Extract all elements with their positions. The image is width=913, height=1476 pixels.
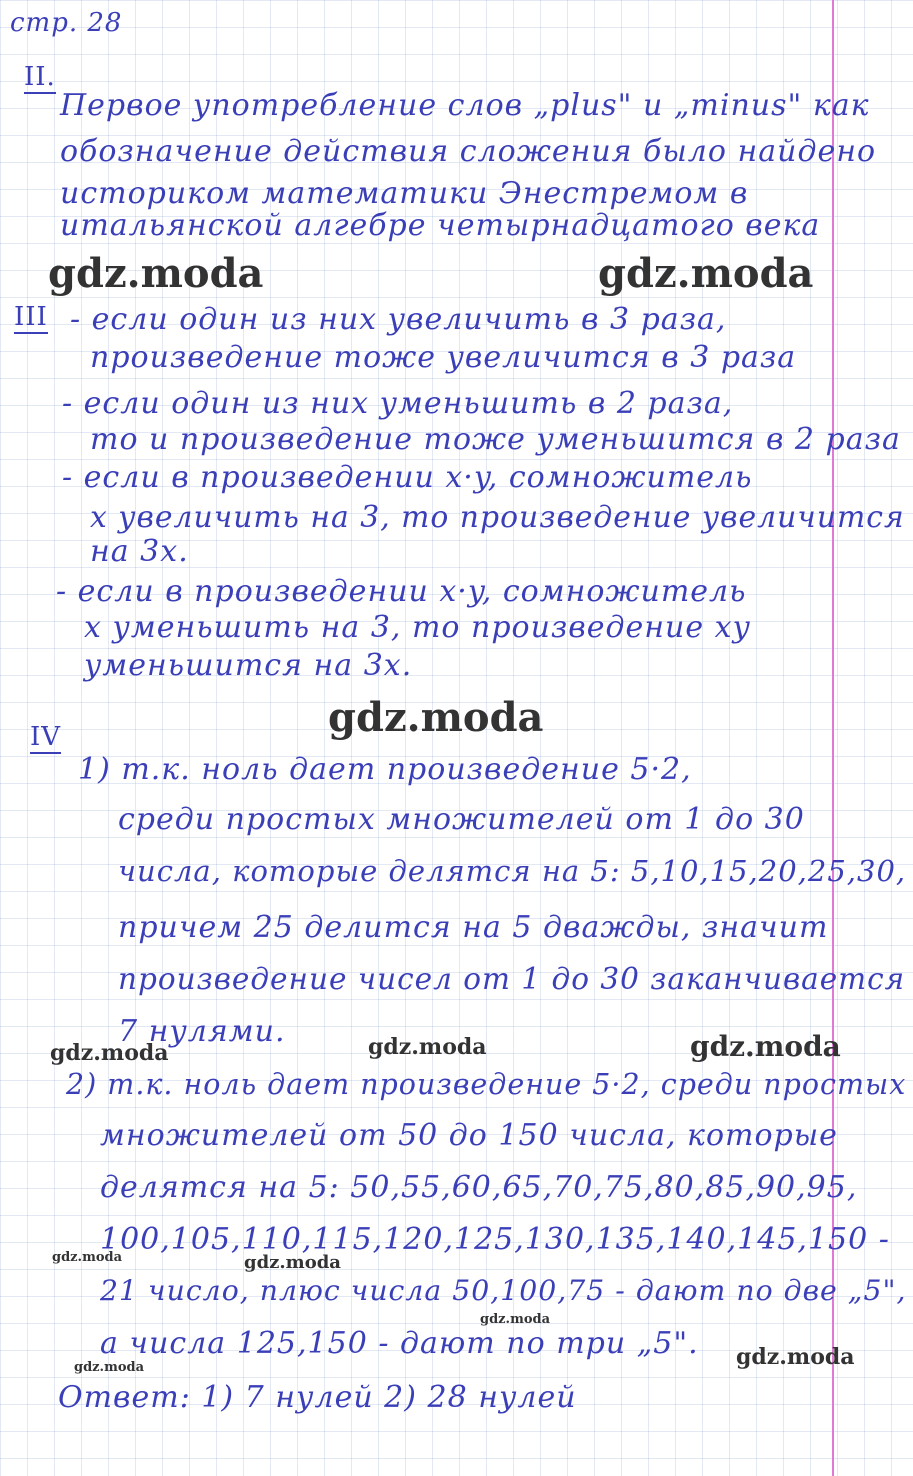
s3-line-10: уменьшится на 3x. <box>84 648 413 683</box>
s4-line-6: 7 нулями. <box>118 1014 286 1049</box>
s4-line-3: числа, которые делятся на 5: 5,10,15,20,25,30, <box>118 854 907 888</box>
watermark: gdz.moda <box>690 1030 841 1063</box>
page-reference: стр. 28 <box>10 8 123 38</box>
watermark: gdz.moda <box>598 250 814 297</box>
s3-line-4: то и произведение тоже уменьшится в 2 раза <box>90 422 901 457</box>
watermark: gdz.moda <box>368 1034 487 1060</box>
s4-line-7: 2) т.к. ноль дает произведение 5·2, среди простых <box>66 1068 907 1101</box>
watermark: gdz.moda <box>48 250 264 297</box>
s4-line-2: среди простых множителей от 1 до 30 <box>118 802 805 837</box>
s2-line-1: Первое употребление слов „plus" и „minus" как <box>60 88 870 123</box>
section-marker-2: II. <box>24 62 56 92</box>
watermark: gdz.moda <box>736 1344 855 1370</box>
watermark: gdz.moda <box>480 1312 551 1327</box>
s3-line-6: x увеличить на 3, то произведение увеличится <box>90 500 905 535</box>
s4-line-10: 100,105,110,115,120,125,130,135,140,145,150 - <box>100 1222 890 1257</box>
s3-line-1: - если один из них увеличить в 3 раза, <box>70 302 727 337</box>
section-marker-4: IV <box>30 722 62 752</box>
watermark: gdz.moda <box>244 1252 341 1273</box>
watermark: gdz.moda <box>52 1250 123 1265</box>
s4-line-5: произведение чисел от 1 до 30 заканчивается <box>118 962 906 996</box>
section-marker-3: III <box>14 302 48 332</box>
s4-line-1: 1) т.к. ноль дает произведение 5·2, <box>78 752 692 787</box>
s4-line-4: причем 25 делится на 5 дважды, значит <box>118 910 829 945</box>
s3-line-7: на 3x. <box>90 534 189 569</box>
s2-line-3: историком математики Энестремом в <box>60 176 749 211</box>
s3-line-2: произведение тоже увеличится в 3 раза <box>90 340 797 375</box>
s3-line-3: - если один из них уменьшить в 2 раза, <box>62 386 734 421</box>
answer-line: Ответ: 1) 7 нулей 2) 28 нулей <box>58 1380 577 1415</box>
watermark: gdz.moda <box>50 1040 169 1066</box>
watermark: gdz.moda <box>74 1360 145 1375</box>
s2-line-4: итальянской алгебре четырнадцатого века <box>60 208 821 243</box>
s4-line-8: множителей от 50 до 150 числа, которые <box>100 1118 838 1153</box>
s4-line-12: а числа 125,150 - дают по три „5". <box>100 1326 699 1361</box>
s3-line-5: - если в произведении x·y, сомножитель <box>62 460 753 495</box>
s4-line-11: 21 число, плюс числа 50,100,75 - дают по две „5", <box>100 1274 907 1307</box>
s4-line-9: делятся на 5: 50,55,60,65,70,75,80,85,90,95, <box>100 1170 858 1205</box>
s3-line-9: x уменьшить на 3, то произведение xy <box>84 610 751 645</box>
s3-line-8: - если в произведении x·y, сомножитель <box>56 574 747 609</box>
watermark: gdz.moda <box>328 694 544 741</box>
s2-line-2: обозначение действия сложения было найдено <box>60 134 877 169</box>
